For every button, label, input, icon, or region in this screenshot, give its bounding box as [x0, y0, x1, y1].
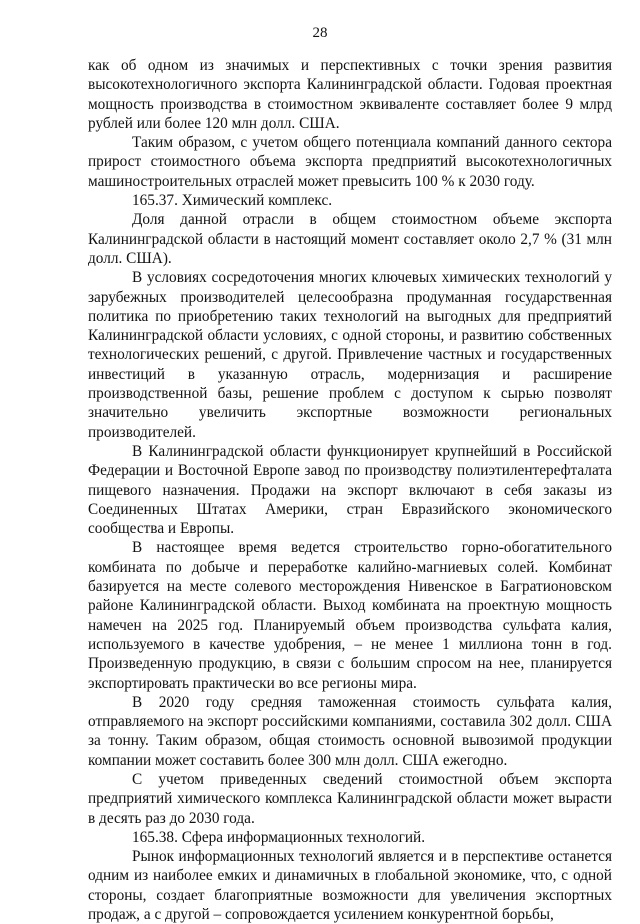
paragraph-continuation: как об одном из значимых и перспективных с точки зрения развития высокотехнологичного экспорта Калининградской области. Годовая проектная мощность производства в стоимостном эквиваленте составляет более 9 млрд рублей или более 120 млн долл. США.: [88, 57, 612, 132]
paragraph: В Калининградской области функционирует крупнейший в Российской Федерации и Восточной Европе завод по производству полиэтилентерефталата пищевого назначения. Продажи на экспорт включают в себя заказы из Соединенных Штатах Америки, стран Евразийского экономического сообщества и Европы.: [88, 442, 612, 538]
paragraph: В настоящее время ведется строительство горно-обогатительного комбината по добыче и переработке калийно-магниевых солей. Комбинат базируется на месте солевого месторождения Нивенское в Багратионовском районе Калининградской области. Выход комбината на проектную мощность намечен на 2025 год. Планируемый объем производства сульфата калия, используемого в качестве удобрения, – не менее 1 миллиона тонн в год. Произведенную продукцию, в связи с большим спросом на нее, планируется экспортировать практически во все регионы мира.: [88, 539, 612, 692]
paragraph: Таким образом, с учетом общего потенциала компаний данного сектора прирост стоимостного объема экспорта предприятий высокотехнологичных машиностроительных отраслей может превысить 100 % к 2030 году.: [88, 134, 612, 190]
paragraph: Доля данной отрасли в общем стоимостном объеме экспорта Калининградской области в настоящий момент составляет около 2,7 % (31 млн долл. США).: [88, 211, 612, 267]
section-heading-chemical: 165.37. Химический комплекс.: [132, 192, 333, 210]
paragraph: В условиях сосредоточения многих ключевых химических технологий у зарубежных производителей целесообразна продуманная государственная политика по приобретению таких технологий на выгодных для предприятий Калининградской области условиях, с одной стороны, и развитию собственных технологических решений, с другой. Привлечение частных и государственных инвестиций в указанную отрасль, модернизация и расширение производственной базы, решение проблем с доступом к сырью позволят значительно увеличить экспортные возможности региональных производителей.: [88, 269, 612, 441]
paragraph: С учетом приведенных сведений стоимостной объем экспорта предприятий химического комплекса Калининградской области может вырасти в десять раз до 2030 года.: [88, 770, 612, 827]
section-heading-it: 165.38. Сфера информационных технологий.: [132, 828, 426, 846]
document-body: [88, 56, 612, 924]
paragraph: Рынок информационных технологий является и в перспективе останется одним из наиболее емких и динамичных в глобальной экономике, что, с одной стороны, создает благоприятные возможности для увеличения экспортных продаж, а с другой – сопровождается усилением конкурентной борьбы,: [88, 848, 612, 924]
page-number: 28: [312, 25, 328, 41]
paragraph: В 2020 году средняя таможенная стоимость сульфата калия, отправляемого на экспорт российскими компаниями, составила 302 долл. США за тонну. Таким образом, общая стоимость основной вывозимой продукции компании может составить более 300 млн долл. США ежегодно.: [88, 693, 612, 769]
